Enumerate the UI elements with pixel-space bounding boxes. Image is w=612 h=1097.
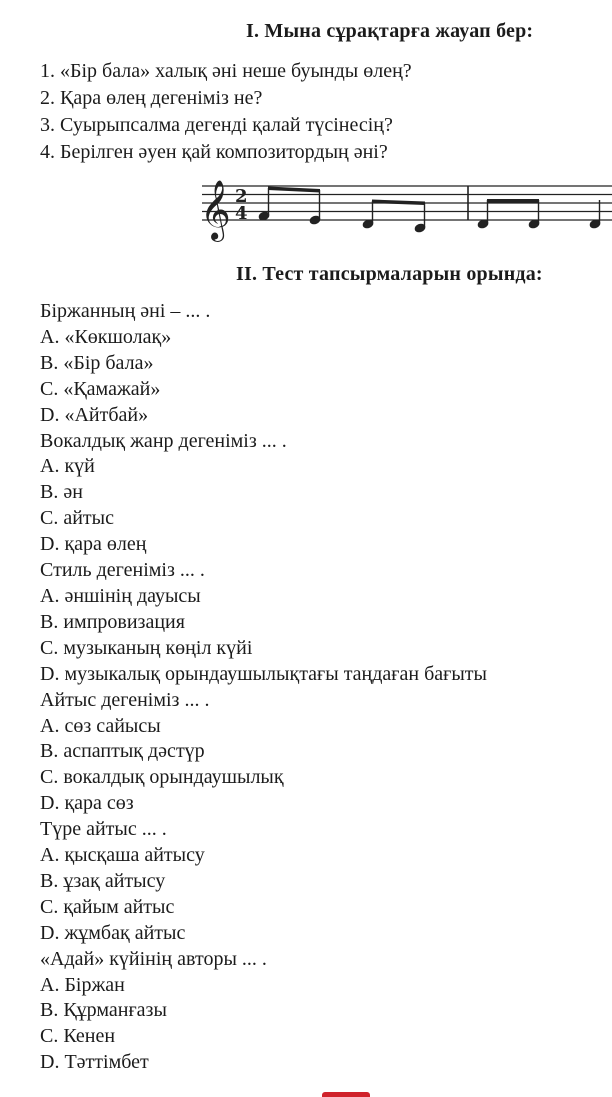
test-question: Біржанның әні – ... . (40, 300, 211, 322)
test-option: A. әншінің дауысы (40, 584, 201, 607)
note-single (589, 200, 601, 229)
note-group-1 (258, 187, 321, 226)
note-group-2 (362, 200, 426, 234)
test-option: D. Тәттімбет (40, 1051, 149, 1074)
test-option: A. қысқаша айтысу (40, 844, 205, 867)
question-3: 3. Суырыпсалма дегенді қалай түсінесің? (40, 114, 393, 136)
section-1-heading: I. Мына сұрақтарға жауап бер: (246, 20, 534, 42)
test-question: Түре айтыс ... . (40, 818, 167, 841)
test-option: A. Біржан (40, 973, 125, 996)
test-question: Вокалдық жанр дегеніміз ... . (40, 429, 287, 452)
test-option: B. «Бір бала» (40, 351, 154, 374)
test-option: A. сөз сайысы (40, 714, 161, 737)
music-staff (198, 172, 612, 242)
test-option: D. «Айтбай» (40, 403, 149, 426)
test-option: C. музыканың көңіл күйі (40, 636, 253, 659)
time-signature-bottom: 4 (235, 203, 248, 224)
test-list (40, 299, 487, 1076)
test-option: C. айтыс (40, 507, 114, 530)
test-option: D. қара өлең (40, 533, 147, 556)
test-option: B. ән (40, 481, 83, 504)
page-edge-marker (322, 1092, 370, 1097)
test-option: C. вокалдық орындаушылық (40, 766, 284, 789)
test-option: B. аспаптық дәстүр (40, 740, 205, 763)
section-2-heading: II. Тест тапсырмаларын орында: (236, 263, 543, 285)
test-option: D. жұмбақ айтыс (40, 921, 186, 944)
test-question: Айтыс дегеніміз ... . (40, 688, 210, 711)
question-list (40, 58, 412, 166)
question-4: 4. Берілген әуен қай композитордың әні? (40, 141, 388, 163)
test-option: B. импровизация (40, 610, 185, 633)
test-option: A. күй (40, 455, 95, 478)
test-option: D. музыкалық орындаушылықтағы таңдаған бағыты (40, 662, 487, 685)
test-question: Стиль дегеніміз ... . (40, 559, 205, 582)
question-1: 1. «Бір бала» халық әні неше буынды өлең? (40, 60, 412, 82)
test-option: C. Кенен (40, 1025, 116, 1048)
time-signature-top: 2 (235, 186, 248, 207)
test-option: C. қайым айтыс (40, 895, 175, 918)
test-option: A. «Көкшолақ» (40, 325, 172, 348)
question-2: 2. Қара өлең дегеніміз не? (40, 87, 263, 109)
test-option: B. Құрманғазы (40, 999, 167, 1022)
treble-clef-icon: 𝄞 (200, 180, 231, 240)
test-option: C. «Қамажай» (40, 377, 161, 400)
test-option: D. қара сөз (40, 792, 134, 815)
test-option: B. ұзақ айтысу (40, 869, 166, 892)
test-question: «Адай» күйінің авторы ... . (40, 947, 267, 970)
